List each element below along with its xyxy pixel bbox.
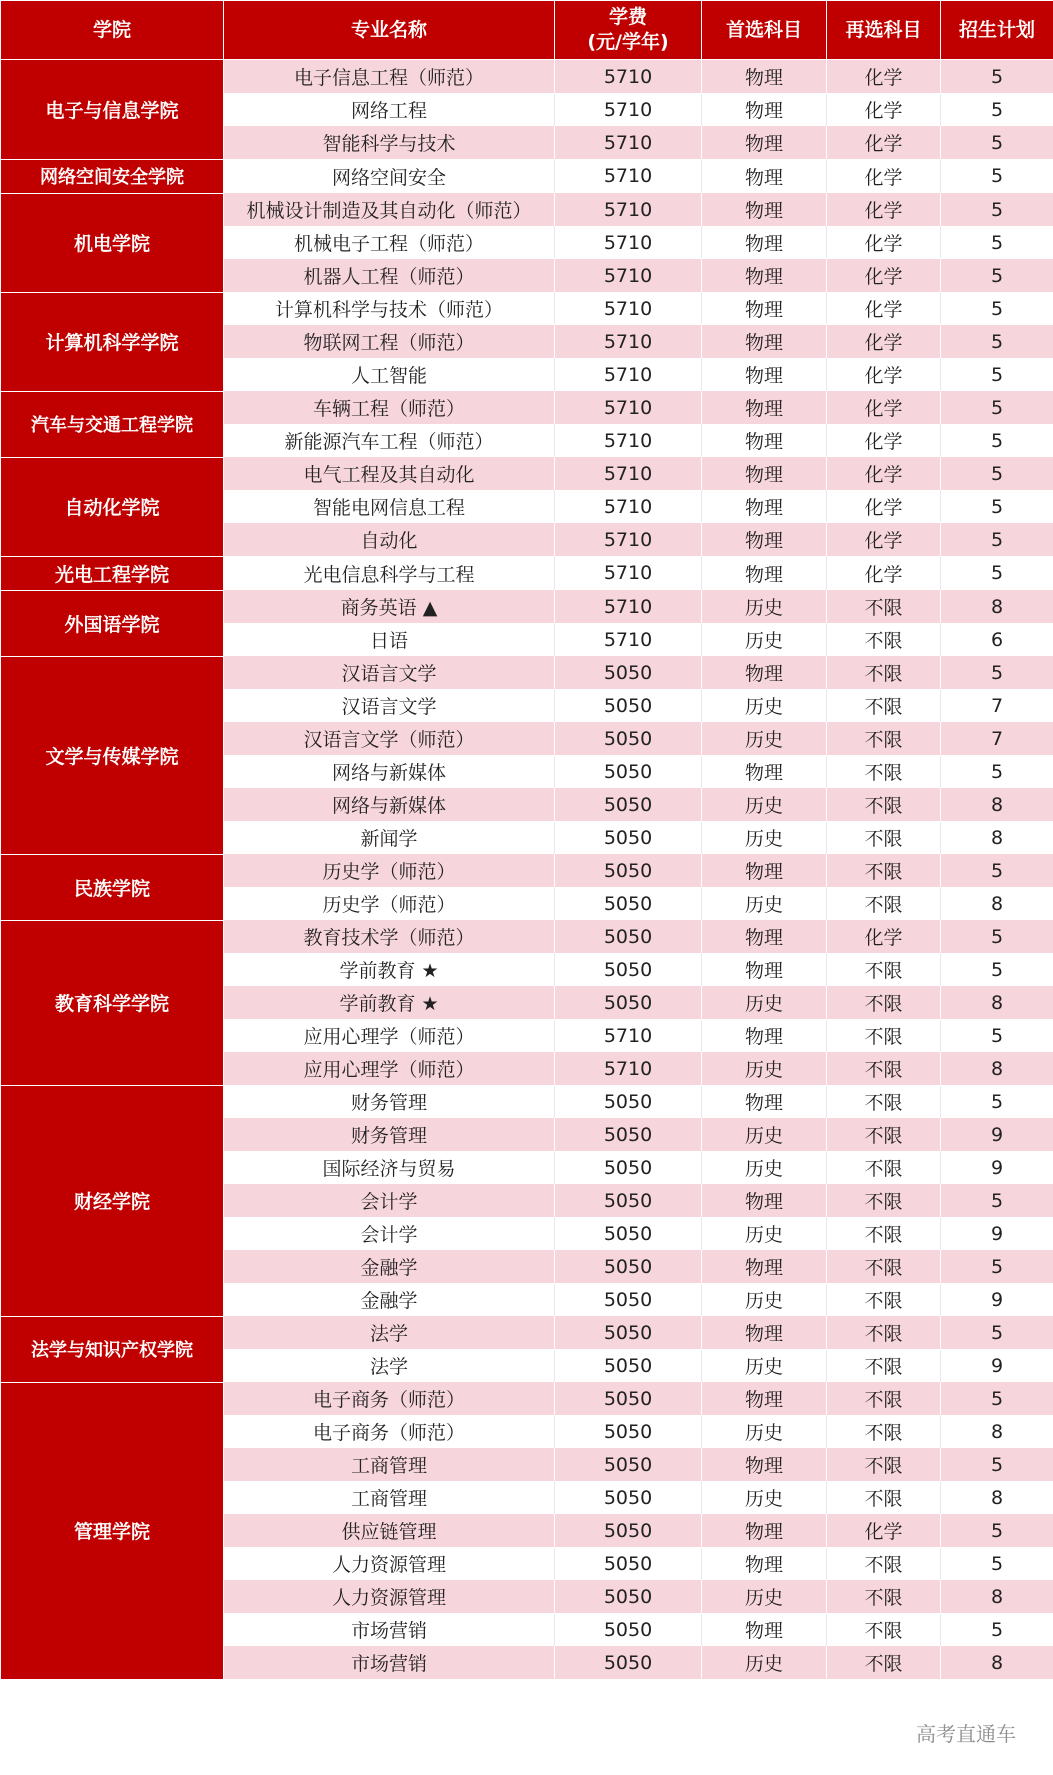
first-subject-cell: 物理 [702,1613,827,1646]
first-subject-cell: 历史 [702,689,827,722]
first-subject-cell: 历史 [702,1415,827,1448]
major-name-cell: 财务管理 [224,1085,555,1118]
major-name-cell: 网络与新媒体 [224,755,555,788]
tuition-cell: 5050 [555,1547,702,1580]
major-name-cell: 智能科学与技术 [224,126,555,159]
major-name-cell: 车辆工程（师范） [224,391,555,424]
second-subject-cell: 不限 [827,1547,941,1580]
major-name-cell: 电气工程及其自动化 [224,457,555,490]
first-subject-cell: 物理 [702,292,827,325]
second-subject-cell: 不限 [827,1580,941,1613]
tuition-cell: 5710 [555,126,702,159]
second-subject-cell: 化学 [827,391,941,424]
table-row [1,457,1053,490]
second-subject-cell: 不限 [827,1316,941,1349]
enrollment-plan-cell: 5 [941,1448,1053,1481]
table-row [1,556,1053,590]
second-subject-cell: 不限 [827,1151,941,1184]
major-name-cell: 物联网工程（师范） [224,325,555,358]
first-subject-cell: 历史 [702,1646,827,1679]
major-name-cell: 商务英语 ▲ [224,590,555,623]
major-name-cell: 学前教育 ★ [224,953,555,986]
first-subject-cell: 物理 [702,755,827,788]
college-cell: 外国语学院 [1,590,224,656]
tuition-cell: 5710 [555,60,702,94]
tuition-cell: 5050 [555,1217,702,1250]
second-subject-cell: 化学 [827,358,941,391]
major-name-cell: 法学 [224,1349,555,1382]
second-subject-cell: 不限 [827,986,941,1019]
tuition-cell: 5710 [555,623,702,656]
second-subject-cell: 不限 [827,689,941,722]
header-row [1,1,1053,60]
tuition-cell: 5050 [555,1151,702,1184]
second-subject-cell: 化学 [827,159,941,193]
major-name-cell: 历史学（师范） [224,887,555,920]
first-subject-cell: 物理 [702,556,827,590]
college-cell: 机电学院 [1,193,224,292]
enrollment-plan-cell: 8 [941,1481,1053,1514]
college-cell: 自动化学院 [1,457,224,556]
major-name-cell: 供应链管理 [224,1514,555,1547]
first-subject-cell: 物理 [702,391,827,424]
major-name-cell: 市场营销 [224,1646,555,1679]
major-name-cell: 电子商务（师范） [224,1415,555,1448]
tuition-cell: 5050 [555,1580,702,1613]
enrollment-plan-cell: 5 [941,292,1053,325]
tuition-cell: 5050 [555,722,702,755]
tuition-cell: 5050 [555,1646,702,1679]
first-subject-cell: 物理 [702,953,827,986]
major-name-cell: 金融学 [224,1283,555,1316]
second-subject-cell: 化学 [827,556,941,590]
major-name-cell: 新能源汽车工程（师范） [224,424,555,457]
second-subject-cell: 不限 [827,1184,941,1217]
first-subject-cell: 物理 [702,1514,827,1547]
tuition-cell: 5050 [555,854,702,887]
second-subject-cell: 不限 [827,1349,941,1382]
tuition-cell: 5710 [555,226,702,259]
second-subject-cell: 不限 [827,1646,941,1679]
first-subject-cell: 物理 [702,1448,827,1481]
enrollment-plan-cell: 8 [941,1646,1053,1679]
major-name-cell: 网络工程 [224,93,555,126]
second-subject-cell: 不限 [827,1019,941,1052]
enrollment-plan-cell: 9 [941,1118,1053,1151]
major-name-cell: 市场营销 [224,1613,555,1646]
tuition-cell: 5050 [555,1316,702,1349]
first-subject-cell: 历史 [702,821,827,854]
tuition-cell: 5710 [555,325,702,358]
table-header [1,1,1053,60]
major-name-cell: 网络空间安全 [224,159,555,193]
enrollment-plan-cell: 8 [941,986,1053,1019]
second-subject-cell: 化学 [827,292,941,325]
enrollment-plan-cell: 9 [941,1151,1053,1184]
second-subject-cell: 不限 [827,590,941,623]
tuition-cell: 5050 [555,1250,702,1283]
major-name-cell: 工商管理 [224,1448,555,1481]
table-row [1,590,1053,623]
major-name-cell: 历史学（师范） [224,854,555,887]
first-subject-cell: 物理 [702,854,827,887]
tuition-cell: 5710 [555,292,702,325]
enrollment-plan-cell: 5 [941,457,1053,490]
header-college: 学院 [1,1,224,60]
major-name-cell: 财务管理 [224,1118,555,1151]
second-subject-cell: 化学 [827,126,941,159]
enrollment-plan-cell: 8 [941,887,1053,920]
second-subject-cell: 不限 [827,623,941,656]
enrollment-plan-cell: 7 [941,689,1053,722]
second-subject-cell: 不限 [827,821,941,854]
major-name-cell: 光电信息科学与工程 [224,556,555,590]
enrollment-plan-cell: 5 [941,920,1053,953]
tuition-cell: 5050 [555,755,702,788]
first-subject-cell: 历史 [702,590,827,623]
first-subject-cell: 历史 [702,1481,827,1514]
college-cell: 文学与传媒学院 [1,656,224,854]
first-subject-cell: 物理 [702,523,827,556]
tuition-cell: 5050 [555,986,702,1019]
enrollment-plan-cell: 5 [941,1613,1053,1646]
header-major-name: 专业名称 [224,1,555,60]
first-subject-cell: 历史 [702,1349,827,1382]
enrollment-plan-cell: 8 [941,788,1053,821]
major-name-cell: 新闻学 [224,821,555,854]
enrollment-plan-cell: 7 [941,722,1053,755]
major-name-cell: 法学 [224,1316,555,1349]
first-subject-cell: 物理 [702,93,827,126]
tuition-cell: 5050 [555,788,702,821]
first-subject-cell: 历史 [702,722,827,755]
major-name-cell: 汉语言文学（师范） [224,722,555,755]
major-name-cell: 电子商务（师范） [224,1382,555,1415]
tuition-cell: 5050 [555,953,702,986]
header-first-subject: 首选科目 [702,1,827,60]
first-subject-cell: 物理 [702,126,827,159]
enrollment-plan-cell: 5 [941,60,1053,94]
college-cell: 民族学院 [1,854,224,920]
first-subject-cell: 历史 [702,1283,827,1316]
tuition-cell: 5710 [555,457,702,490]
major-name-cell: 网络与新媒体 [224,788,555,821]
second-subject-cell: 不限 [827,788,941,821]
second-subject-cell: 化学 [827,259,941,292]
enrollment-plan-cell: 8 [941,1580,1053,1613]
enrollment-plan-cell: 5 [941,523,1053,556]
first-subject-cell: 物理 [702,1085,827,1118]
major-name-cell: 机械设计制造及其自动化（师范） [224,193,555,226]
table-row [1,920,1053,953]
enrollment-plan-cell: 5 [941,953,1053,986]
major-name-cell: 教育技术学（师范） [224,920,555,953]
college-cell: 电子与信息学院 [1,60,224,160]
major-name-cell: 应用心理学（师范） [224,1019,555,1052]
first-subject-cell: 历史 [702,623,827,656]
tuition-cell: 5050 [555,821,702,854]
tuition-cell: 5050 [555,887,702,920]
major-name-cell: 电子信息工程（师范） [224,60,555,94]
major-name-cell: 日语 [224,623,555,656]
tuition-cell: 5710 [555,1052,702,1085]
first-subject-cell: 历史 [702,788,827,821]
tuition-cell: 5050 [555,656,702,689]
table-row [1,656,1053,689]
tuition-cell: 5050 [555,1613,702,1646]
table-row [1,292,1053,325]
enrollment-plan-cell: 5 [941,391,1053,424]
tuition-cell: 5710 [555,490,702,523]
second-subject-cell: 不限 [827,1283,941,1316]
enrollment-plan-cell: 5 [941,193,1053,226]
first-subject-cell: 物理 [702,1019,827,1052]
table-row [1,1382,1053,1415]
first-subject-cell: 历史 [702,887,827,920]
tuition-cell: 5050 [555,1118,702,1151]
first-subject-cell: 物理 [702,490,827,523]
first-subject-cell: 物理 [702,457,827,490]
enrollment-plan-cell: 5 [941,424,1053,457]
second-subject-cell: 化学 [827,325,941,358]
table-row [1,854,1053,887]
tuition-cell: 5710 [555,193,702,226]
first-subject-cell: 物理 [702,1316,827,1349]
first-subject-cell: 历史 [702,1580,827,1613]
enrollment-plan-cell: 5 [941,1382,1053,1415]
tuition-cell: 5710 [555,424,702,457]
tuition-cell: 5710 [555,523,702,556]
second-subject-cell: 不限 [827,1382,941,1415]
enrollment-plan-cell: 5 [941,854,1053,887]
second-subject-cell: 不限 [827,854,941,887]
table-row [1,1085,1053,1118]
enrollment-plan-cell: 5 [941,1250,1053,1283]
enrollment-plan-cell: 5 [941,93,1053,126]
second-subject-cell: 化学 [827,1514,941,1547]
tuition-cell: 5050 [555,1514,702,1547]
major-name-cell: 机械电子工程（师范） [224,226,555,259]
tuition-cell: 5710 [555,1019,702,1052]
enrollment-plan-cell: 5 [941,1316,1053,1349]
enrollment-plan-cell: 9 [941,1217,1053,1250]
second-subject-cell: 不限 [827,1085,941,1118]
college-cell: 管理学院 [1,1382,224,1679]
second-subject-cell: 化学 [827,60,941,94]
enrollment-plan-cell: 5 [941,259,1053,292]
first-subject-cell: 历史 [702,1217,827,1250]
first-subject-cell: 物理 [702,226,827,259]
college-cell: 汽车与交通工程学院 [1,391,224,457]
major-name-cell: 自动化 [224,523,555,556]
major-name-cell: 人工智能 [224,358,555,391]
header-tuition: 学费 (元/学年) [555,1,702,60]
tuition-cell: 5050 [555,1448,702,1481]
enrollment-plan-cell: 5 [941,226,1053,259]
tuition-cell: 5050 [555,1349,702,1382]
major-name-cell: 国际经济与贸易 [224,1151,555,1184]
second-subject-cell: 不限 [827,722,941,755]
second-subject-cell: 化学 [827,93,941,126]
college-cell: 光电工程学院 [1,556,224,590]
major-name-cell: 计算机科学与技术（师范） [224,292,555,325]
college-cell: 计算机科学学院 [1,292,224,391]
tuition-cell: 5050 [555,689,702,722]
enrollment-plan-cell: 9 [941,1283,1053,1316]
enrollment-plan-cell: 5 [941,1514,1053,1547]
table-row [1,159,1053,193]
college-cell: 教育科学学院 [1,920,224,1085]
enrollment-plan-cell: 5 [941,325,1053,358]
tuition-cell: 5710 [555,391,702,424]
tuition-cell: 5710 [555,556,702,590]
major-name-cell: 汉语言文学 [224,689,555,722]
second-subject-cell: 不限 [827,887,941,920]
second-subject-cell: 不限 [827,1118,941,1151]
second-subject-cell: 化学 [827,457,941,490]
second-subject-cell: 不限 [827,1250,941,1283]
second-subject-cell: 不限 [827,1613,941,1646]
tuition-cell: 5710 [555,590,702,623]
tuition-cell: 5050 [555,1184,702,1217]
first-subject-cell: 物理 [702,193,827,226]
enrollment-plan-cell: 8 [941,590,1053,623]
table-body [1,60,1053,1680]
second-subject-cell: 不限 [827,656,941,689]
second-subject-cell: 化学 [827,490,941,523]
watermark-text: 高考直通车 [916,1722,1016,1746]
tuition-cell: 5050 [555,1415,702,1448]
enrollment-plan-cell: 5 [941,358,1053,391]
second-subject-cell: 化学 [827,920,941,953]
second-subject-cell: 化学 [827,226,941,259]
enrollment-plan-cell: 5 [941,1019,1053,1052]
second-subject-cell: 不限 [827,1217,941,1250]
major-name-cell: 工商管理 [224,1481,555,1514]
enrollment-plan-cell: 5 [941,490,1053,523]
header-second-subject: 再选科目 [827,1,941,60]
tuition-cell: 5710 [555,93,702,126]
table-row [1,60,1053,94]
major-name-cell: 应用心理学（师范） [224,1052,555,1085]
first-subject-cell: 物理 [702,656,827,689]
first-subject-cell: 历史 [702,1118,827,1151]
second-subject-cell: 不限 [827,1052,941,1085]
second-subject-cell: 不限 [827,1481,941,1514]
major-name-cell: 金融学 [224,1250,555,1283]
first-subject-cell: 物理 [702,325,827,358]
second-subject-cell: 化学 [827,523,941,556]
second-subject-cell: 不限 [827,1415,941,1448]
table-row [1,391,1053,424]
major-name-cell: 机器人工程（师范） [224,259,555,292]
major-name-cell: 会计学 [224,1217,555,1250]
first-subject-cell: 物理 [702,60,827,94]
major-name-cell: 会计学 [224,1184,555,1217]
second-subject-cell: 不限 [827,953,941,986]
first-subject-cell: 物理 [702,920,827,953]
enrollment-plan-cell: 5 [941,1547,1053,1580]
table-row [1,193,1053,226]
first-subject-cell: 历史 [702,1151,827,1184]
first-subject-cell: 物理 [702,1547,827,1580]
major-name-cell: 人力资源管理 [224,1580,555,1613]
enrollment-plan-cell: 9 [941,1349,1053,1382]
first-subject-cell: 物理 [702,1184,827,1217]
tuition-cell: 5710 [555,159,702,193]
second-subject-cell: 不限 [827,755,941,788]
college-cell: 网络空间安全学院 [1,159,224,193]
first-subject-cell: 物理 [702,159,827,193]
enrollment-plan-cell: 5 [941,1085,1053,1118]
tuition-cell: 5050 [555,920,702,953]
tuition-cell: 5050 [555,1085,702,1118]
major-name-cell: 智能电网信息工程 [224,490,555,523]
enrollment-plan-cell: 5 [941,159,1053,193]
tuition-cell: 5050 [555,1481,702,1514]
first-subject-cell: 物理 [702,424,827,457]
second-subject-cell: 不限 [827,1448,941,1481]
second-subject-cell: 化学 [827,193,941,226]
tuition-cell: 5710 [555,259,702,292]
table-row [1,1316,1053,1349]
enrollment-plan-cell: 5 [941,656,1053,689]
tuition-cell: 5050 [555,1283,702,1316]
second-subject-cell: 化学 [827,424,941,457]
first-subject-cell: 物理 [702,1250,827,1283]
college-cell: 财经学院 [1,1085,224,1316]
enrollment-plan-cell: 8 [941,821,1053,854]
first-subject-cell: 历史 [702,986,827,1019]
enrollment-plan-cell: 8 [941,1052,1053,1085]
major-name-cell: 人力资源管理 [224,1547,555,1580]
first-subject-cell: 历史 [702,1052,827,1085]
enrollment-plan-cell: 5 [941,755,1053,788]
enrollment-plan-cell: 5 [941,556,1053,590]
enrollment-plan-cell: 5 [941,1184,1053,1217]
first-subject-cell: 物理 [702,358,827,391]
tuition-cell: 5710 [555,358,702,391]
header-enrollment-plan: 招生计划 [941,1,1053,60]
major-name-cell: 学前教育 ★ [224,986,555,1019]
enrollment-plan-cell: 5 [941,126,1053,159]
enrollment-plan-cell: 6 [941,623,1053,656]
first-subject-cell: 物理 [702,259,827,292]
major-name-cell: 汉语言文学 [224,656,555,689]
enrollment-plan-cell: 8 [941,1415,1053,1448]
tuition-cell: 5050 [555,1382,702,1415]
college-cell: 法学与知识产权学院 [1,1316,224,1382]
first-subject-cell: 物理 [702,1382,827,1415]
